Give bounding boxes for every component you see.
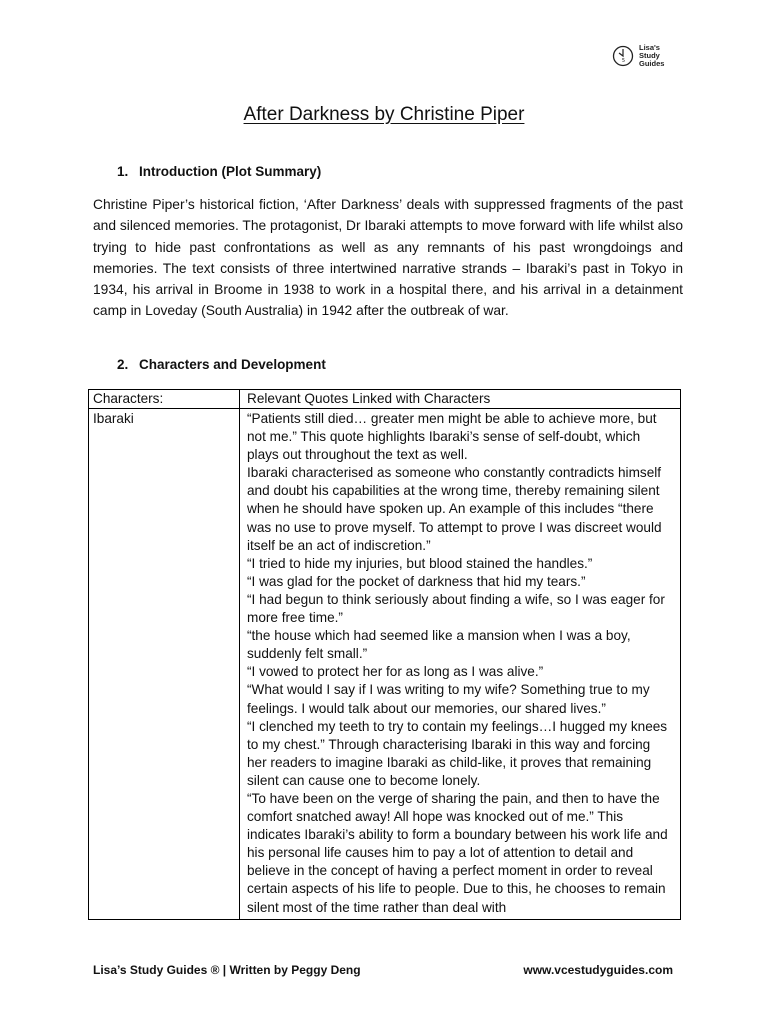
brand-logo <box>612 44 664 68</box>
section-number: 1. <box>117 164 129 179</box>
logo-line-2: Study <box>639 51 660 60</box>
quotes-cell <box>240 409 680 920</box>
section-heading-intro <box>117 164 321 179</box>
svg-text:5: 5 <box>621 58 626 64</box>
quote-line: “the house which had seemed like a mansion when I was a boy, suddenly felt small.” <box>247 628 631 662</box>
characters-table <box>88 389 681 920</box>
column-header-characters: Characters: <box>89 390 240 408</box>
section-title: Introduction (Plot Summary) <box>139 164 322 179</box>
quote-line: Ibaraki characterised as someone who constantly contradicts himself and doubt his capabilities at the wrong time, thereby remaining silent when he should have spoken up. An example of this includes “there was no use to prove myself. To attempt to prove I was discreet would itself be an act of indiscretion.” <box>247 465 662 553</box>
table-row <box>89 409 680 920</box>
intro-paragraph: Christine Piper’s historical fiction, ‘After Darkness’ deals with suppressed fragments of the past and silenced memories. The protagonist, Dr Ibaraki attempts to move forward with life whilst also trying to hide past confrontations as well as any remnants of his past wrongdoings and memories. The text consists of three intertwined narrative strands – Ibaraki’s past in Tokyo in 1934, his arrival in Broome in 1938 to work in a hospital there, and his arrival in a detainment camp in Loveday (South Australia) in 1942 after the outbreak of war. <box>93 197 683 319</box>
quote-line: “To have been on the verge of sharing the pain, and then to have the comfort snatched away! All hope was knocked out of me.” This indicates Ibaraki’s ability to form a boundary between his work life and his personal life causes him to pay a lot of attention to detail and believe in the concept of having a perfect moment in order to reveal certain aspects of his life to people. Due to this, he chooses to remain silent most of the time rather than deal with <box>247 790 668 915</box>
footer-website-link[interactable]: www.vcestudyguides.com <box>523 963 673 977</box>
document-title: After Darkness by Christine Piper <box>243 104 525 125</box>
quote-line: “I vowed to protect her for as long as I was alive.” <box>247 664 544 680</box>
quote-line: “I tried to hide my injuries, but blood stained the handles.” <box>247 555 593 571</box>
quote-line: “I was glad for the pocket of darkness that hid my tears.” <box>247 573 586 589</box>
footer-credit: Lisa’s Study Guides ® | Written by Peggy Deng <box>93 963 361 977</box>
logo-text <box>639 44 664 68</box>
quote-line: “I clenched my teeth to try to contain my feelings…I hugged my knees to my chest.” Through characterising Ibaraki in this way and forcing her readers to imagine Ibaraki as child-like, it proves that remaining silent can cause one to become lonely. <box>247 718 668 788</box>
section-title: Characters and Development <box>139 357 326 372</box>
clock-logo-icon <box>612 45 634 67</box>
logo-line-3: Guides <box>639 59 665 68</box>
column-header-quotes: Relevant Quotes Linked with Characters <box>247 391 491 406</box>
section-number: 2. <box>117 357 129 372</box>
section-heading-characters <box>117 357 326 372</box>
character-name-cell: Ibaraki <box>89 409 240 920</box>
quote-line: “What would I say if I was writing to my wife? Something true to my feelings. I would talk about our memories, our shared lives.” <box>247 682 650 716</box>
quote-line: “I had begun to think seriously about finding a wife, so I was eager for more free time.” <box>247 591 665 626</box>
table-header-row <box>89 390 680 409</box>
logo-line-1: Lisa's <box>639 43 660 52</box>
quote-line: “Patients still died… greater men might be able to achieve more, but not me.” This quote highlights Ibaraki’s sense of self-doubt, which plays out throughout the text as well. <box>247 411 657 463</box>
